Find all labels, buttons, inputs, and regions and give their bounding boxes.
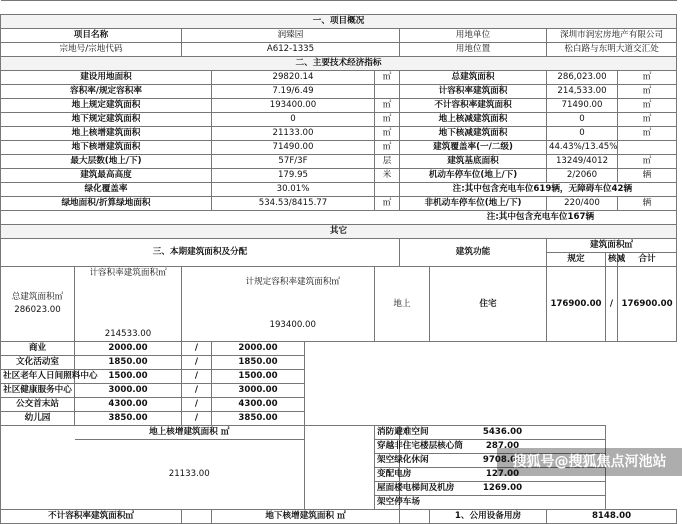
col-header-he: 核减	[606, 253, 618, 267]
section-header-row	[1, 15, 677, 29]
indicator-value: 534.53/8415.77	[212, 197, 375, 211]
hezeng-value: 9708.00	[400, 454, 606, 468]
table-row	[1, 267, 677, 342]
indicator-label: 非机动车停车位(地上/下)	[400, 197, 547, 211]
indicator-label: 不计容积率建筑面积	[400, 99, 547, 113]
indicator-value: 193400.00	[212, 99, 375, 113]
indicator-unit: ㎡	[618, 99, 677, 113]
col-header-gui: 规定	[547, 253, 606, 267]
indicator-value: 44.43%/13.45%	[547, 141, 618, 155]
far-area-cell	[75, 267, 182, 342]
indicator-unit: ㎡	[618, 127, 677, 141]
indicator-unit: ㎡	[618, 113, 677, 127]
indicator-value: 214,533.00	[547, 85, 618, 99]
indicator-label: 地下规定建筑面积	[1, 113, 212, 127]
func-he: /	[182, 384, 212, 398]
indicator-unit: ㎡	[375, 197, 400, 211]
hezeng-total-value: 21133.00	[168, 469, 210, 479]
indicator-unit	[375, 183, 400, 197]
table-top-edge	[1, 1, 677, 15]
indicator-label: 地下核减建筑面积	[400, 127, 547, 141]
func-name: 商业	[1, 342, 75, 356]
func-name: 社区老年人日间照料中心	[1, 370, 75, 384]
table-row	[1, 197, 677, 211]
total-area-value: 286023.00	[14, 305, 61, 315]
func-he: /	[182, 398, 212, 412]
table-row	[1, 510, 677, 524]
total-area-label: 总建筑面积㎡	[11, 292, 64, 302]
table-row	[1, 398, 677, 412]
indicator-unit: 米	[375, 169, 400, 183]
table-row	[1, 426, 677, 440]
indicator-unit: ㎡	[375, 71, 400, 85]
indicator-label: 建筑覆盖率(一/二级)	[400, 141, 547, 155]
facility-name: 1、公用设备用房	[430, 510, 547, 524]
land-code-label: 宗地号/宗地代码	[1, 43, 182, 57]
func-he: /	[182, 370, 212, 384]
indicator-label: 地上核减建筑面积	[400, 113, 547, 127]
hezeng-name: 消防避难空间	[375, 426, 400, 440]
indicator-label: 总建筑面积	[400, 71, 547, 85]
func-total: 1500.00	[212, 370, 305, 384]
table-row	[1, 211, 677, 225]
func-he: /	[182, 342, 212, 356]
func-gui: 1850.00	[75, 356, 182, 370]
function-header: 建筑功能	[400, 239, 547, 267]
table-row	[1, 342, 677, 356]
above-ground-label: 地上	[375, 267, 430, 342]
table-row	[1, 370, 677, 384]
indicator-label: 绿化覆盖率	[1, 183, 212, 197]
hezeng-value: 5436.00	[400, 426, 606, 440]
func-gui: 2000.00	[75, 342, 182, 356]
table-row	[1, 183, 677, 197]
func-total: 1850.00	[212, 356, 305, 370]
func-total: 176900.00	[618, 267, 677, 342]
indicator-value: 2/2060	[547, 169, 618, 183]
area-header: 建筑面积㎡	[547, 239, 677, 253]
indicator-unit: ㎡	[375, 113, 400, 127]
indicator-value: 57F/3F	[212, 155, 375, 169]
table-row	[1, 127, 677, 141]
col-header-total: 合计	[618, 253, 677, 267]
location-value: 松白路与东明大道交汇处	[547, 43, 677, 57]
hezeng-name: 架空停车场	[375, 496, 400, 510]
hezeng-name: 变配电房	[375, 468, 400, 482]
section-title-other: 其它	[1, 225, 677, 239]
table-row	[1, 384, 677, 398]
func-name: 社区健康服务中心	[1, 384, 75, 398]
table-row	[1, 155, 677, 169]
func-total: 4300.00	[212, 398, 305, 412]
hezeng-name: 架空绿化休闲	[375, 454, 400, 468]
indicator-unit	[618, 141, 677, 155]
parking-note: 注:其中包含充电车位167辆	[1, 211, 677, 225]
section-title-indicators: 二、主要技术经济指标	[1, 57, 677, 71]
table-row	[1, 412, 677, 426]
far-area-value: 214533.00	[104, 329, 152, 339]
indicator-value: 7.19/6.49	[212, 85, 375, 99]
hezeng-value: 287.00	[400, 440, 606, 454]
function-rows	[1, 342, 677, 426]
func-name: 文化活动室	[1, 356, 75, 370]
section-title-overview: 一、项目概况	[1, 15, 677, 29]
indicator-unit: ㎡	[618, 71, 677, 85]
indicator-label: 绿地面积/折算绿地面积	[1, 197, 212, 211]
indicator-unit: ㎡	[375, 127, 400, 141]
facility-value: 8148.00	[547, 510, 677, 524]
table-row	[1, 141, 677, 155]
func-gui: 3850.00	[75, 412, 182, 426]
func-gui: 3000.00	[75, 384, 182, 398]
indicator-label: 建设用地面积	[1, 71, 212, 85]
table-row	[1, 99, 677, 113]
indicator-value: 30.01%	[212, 183, 375, 197]
indicator-unit: ㎡	[618, 85, 677, 99]
indicator-value: 21133.00	[212, 127, 375, 141]
table-row	[1, 43, 677, 57]
developer-label: 用地单位	[400, 29, 547, 43]
hezeng-value-cell	[75, 440, 305, 510]
func-gui: 1500.00	[75, 370, 182, 384]
gui-area-value: 193400.00	[269, 320, 316, 330]
total-area-cell	[1, 267, 75, 342]
indicator-unit: 辆	[618, 197, 677, 211]
table-row	[1, 356, 677, 370]
indicator-value: 0	[547, 127, 618, 141]
indicator-value: 29820.14	[212, 71, 375, 85]
section-header-row	[1, 57, 677, 71]
table-row	[1, 113, 677, 127]
indicator-label: 地上规定建筑面积	[1, 99, 212, 113]
far-area-label: 计容积率建筑面积㎡	[89, 268, 167, 278]
indicator-unit: 层	[375, 155, 400, 169]
table-row	[1, 239, 677, 253]
hezeng-value: 1269.00	[400, 482, 606, 496]
indicator-unit: ㎡	[618, 155, 677, 169]
indicator-unit: 辆	[618, 169, 677, 183]
hezeng-label: 地上核增建筑面积 ㎡	[75, 426, 305, 440]
table-row	[1, 85, 677, 99]
indicator-label: 地下核增建筑面积	[1, 141, 212, 155]
func-he: /	[606, 267, 618, 342]
project-name-value: 润臻园	[182, 29, 400, 43]
indicator-rows	[1, 71, 677, 211]
location-label: 用地位置	[400, 43, 547, 57]
watermark: 搜狐号@搜狐焦点河池站	[497, 448, 682, 476]
areas-title: 三、本期建筑面积及分配	[1, 239, 400, 267]
table-row	[1, 71, 677, 85]
func-he: /	[182, 356, 212, 370]
indicator-unit	[375, 85, 400, 99]
indicator-note: 注:其中包含充电车位619辆，无障碍车位42辆	[400, 183, 677, 197]
project-name-label: 项目名称	[1, 29, 182, 43]
indicator-value: 286,023.00	[547, 71, 618, 85]
indicator-label: 建筑基底面积	[400, 155, 547, 169]
indicator-value: 13249/4012	[547, 155, 618, 169]
land-code-value: A612-1335	[182, 43, 400, 57]
developer-value: 深圳市润宏房地产有限公司	[547, 29, 677, 43]
hezeng-value	[400, 496, 606, 510]
hezeng-name: 穿越非住宅楼层核心筒	[375, 440, 400, 454]
indicator-label: 机动车停车位(地上/下)	[400, 169, 547, 183]
func-total: 3000.00	[212, 384, 305, 398]
gui-area-cell	[212, 267, 375, 342]
func-gui: 4300.00	[75, 398, 182, 412]
func-total: 2000.00	[212, 342, 305, 356]
indicator-value: 71490.00	[212, 141, 375, 155]
indicator-unit: ㎡	[375, 141, 400, 155]
indicator-label: 建筑最高高度	[1, 169, 212, 183]
func-name: 住宅	[430, 267, 547, 342]
table-row	[1, 169, 677, 183]
func-name: 公交首末站	[1, 398, 75, 412]
non-far-label: 不计容积率建筑面积㎡	[1, 510, 182, 524]
func-he: /	[182, 412, 212, 426]
indicator-value: 71490.00	[547, 99, 618, 113]
hezeng-value: 127.00	[400, 468, 606, 482]
func-gui: 176900.00	[547, 267, 606, 342]
hezeng-name: 屋面楼电梯间及机房	[375, 482, 400, 496]
func-total: 3850.00	[212, 412, 305, 426]
indicator-label: 计容积率建筑面积	[400, 85, 547, 99]
underground-hezeng-label: 地下核增建筑面积 ㎡	[212, 510, 400, 524]
indicator-label: 地上核增建筑面积	[1, 127, 212, 141]
table-row	[1, 29, 677, 43]
section-header-row	[1, 225, 677, 239]
indicator-label: 最大层数(地上/下)	[1, 155, 212, 169]
indicator-value: 0	[547, 113, 618, 127]
indicator-value: 0	[212, 113, 375, 127]
indicator-label: 容积率/规定容积率	[1, 85, 212, 99]
func-name: 幼儿园	[1, 412, 75, 426]
indicator-value: 179.95	[212, 169, 375, 183]
indicator-unit: ㎡	[375, 99, 400, 113]
gui-area-label: 计规定容积率建筑面积㎡	[245, 277, 341, 287]
indicator-value: 220/400	[547, 197, 618, 211]
